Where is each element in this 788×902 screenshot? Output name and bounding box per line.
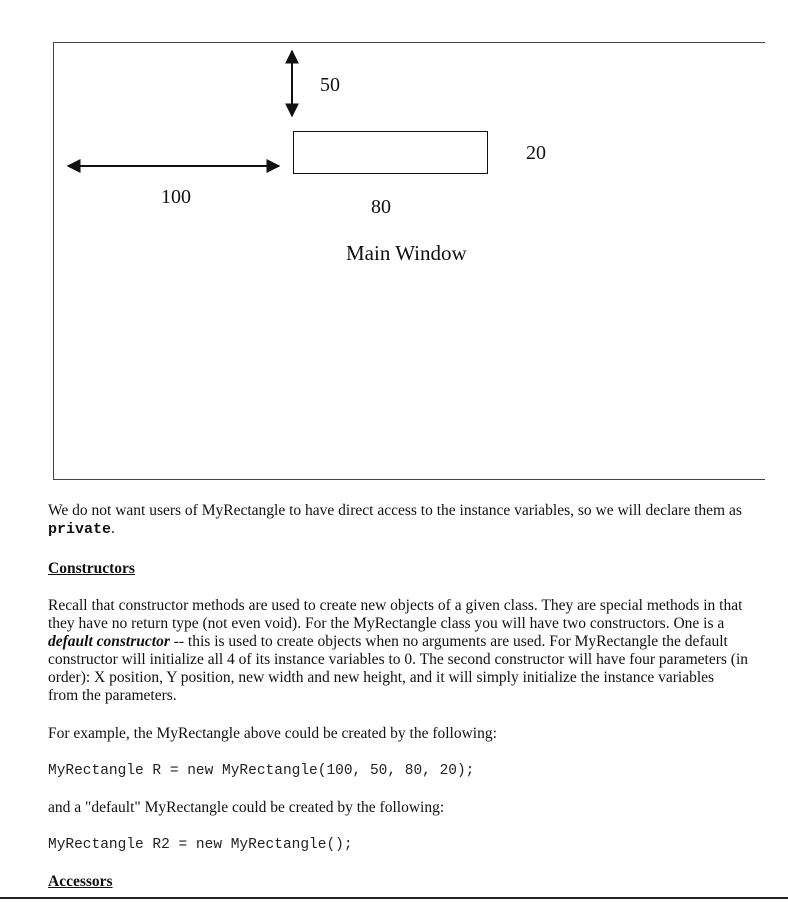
- y-offset-label: 50: [320, 74, 340, 96]
- accessors-heading: Accessors: [48, 873, 113, 890]
- example-paragraph: For example, the MyRectangle above could be created by the following:: [48, 725, 497, 742]
- main-window-diagram: [53, 42, 765, 480]
- default-paragraph: and a "default" MyRectangle could be created by the following:: [48, 799, 445, 816]
- code-line-1: MyRectangle R = new MyRectangle(100, 50, 80, 20);: [48, 763, 475, 779]
- bottom-rule: [0, 897, 788, 899]
- private-keyword: private: [48, 521, 112, 538]
- window-title-label: Main Window: [346, 241, 467, 265]
- default-constructor-emphasis: default constructor: [48, 633, 170, 650]
- x-offset-label: 100: [161, 186, 191, 208]
- code-line-2: MyRectangle R2 = new MyRectangle();: [48, 837, 353, 853]
- private-paragraph: We do not want users of MyRectangle to have direct access to the instance variables, so we will declare them as private.: [48, 502, 742, 538]
- width-label: 80: [371, 196, 391, 218]
- rectangle-shape: [293, 131, 488, 174]
- constructors-heading: Constructors: [48, 560, 135, 577]
- height-label: 20: [526, 142, 546, 164]
- constructors-paragraph: Recall that constructor methods are used to create new objects of a given class. They are special methods in that they have no return type (not even void). For the MyRectangle class you will have two constructors. One is a default constructor -- this is used to create objects when no arguments are used. For MyRectangle the default constructor will initialize all 4 of its instance variables to 0. The second constructor will have four parameters (in order): X position, Y position, new width and new height, and it will simply initialize the instance variables from the parameters.: [48, 597, 749, 704]
